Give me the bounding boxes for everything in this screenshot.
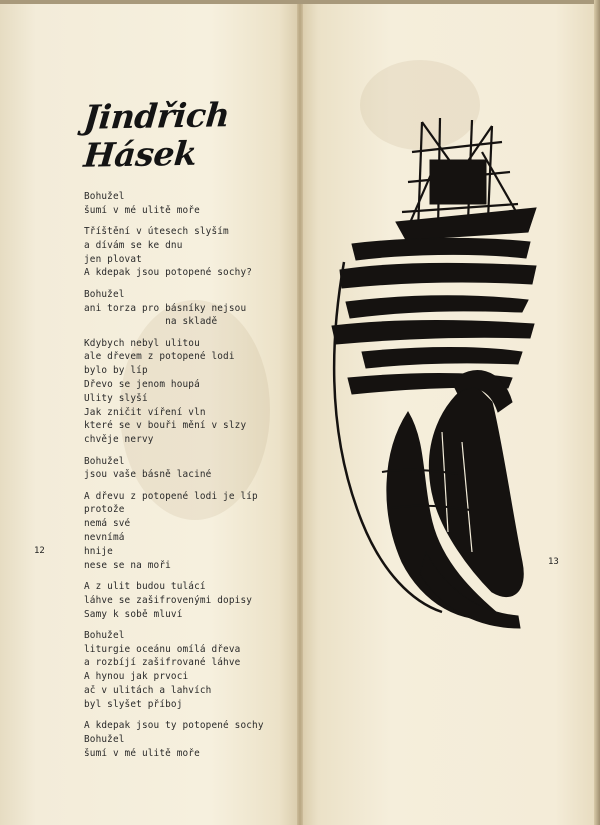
poem-line: A kdepak jsou ty potopené sochy [84,720,264,732]
poem-line: a rozbíjí zašifrované láhve [84,657,241,669]
poem-line: hnije [84,545,113,557]
poem-stanza [84,629,299,712]
poem-line: A hynou jak prvoci [84,671,189,683]
poem-line: Kdybych nebyl ulitou [84,337,200,349]
poem-line: šumí v mé ulitě moře [84,204,200,216]
page-right-edge [594,0,600,825]
poem-line: které se v bouři mění v slzy [84,420,247,432]
author-last-name: Hásek [82,133,199,175]
poem-line: šumí v mé ulitě moře [84,747,200,759]
ink-illustration [322,112,554,642]
poem-stanza [84,190,299,218]
author-first-name: Jindřich [82,95,232,137]
poem-line: na skladě [84,316,218,328]
poem-line: nemá své [84,518,131,530]
poem-line: ač v ulitách a lahvích [84,685,212,696]
wave-strokes [332,238,536,394]
poem-line: Bohužel [84,191,125,202]
poem-line: bylo by líp [84,365,148,377]
poem-line: Samy k sobě mluví [84,608,183,620]
poem-line: Ulity slyší [84,392,148,404]
poem-line: A z ulit budou tulácí [84,580,206,592]
poem-line: Bohužel [84,629,125,641]
poem-line: Bohužel [84,733,125,745]
poem-line: nevnímá [84,532,125,544]
poem-stanza [84,288,299,329]
poem-stanza [84,490,299,573]
poem-line: a dívám se ke dnu [84,239,183,251]
ship-cabin [430,160,486,204]
poem-line: Jak zničit víření vln [84,406,206,418]
poem-stanza [84,337,299,447]
poem-line: Bohužel [84,455,125,467]
poem-line: Tříštění v útesech slyším [84,226,229,238]
poem-line: jen plovat [84,253,142,265]
poem-line: liturgie oceánu omílá dřeva [84,643,241,655]
poem-line: chvěje nervy [84,434,154,446]
poem-stanza [84,455,299,483]
poem-text [84,190,299,768]
poem-stanza [84,580,299,621]
poem-line: jsou vaše básně laciné [84,469,212,481]
poem-stanza [84,719,299,760]
poem-line: A kdepak jsou potopené sochy? [84,267,253,279]
ship-hull [396,208,536,240]
poem-line: láhve se zašifrovenými dopisy [84,594,253,606]
poem-stanza [84,225,299,280]
page-number-right: 13 [548,557,559,567]
page-top-edge [0,0,600,4]
poem-line: ale dřevem z potopené lodi [84,351,235,363]
page-number-left: 12 [34,546,45,556]
poem-line: Bohužel [84,288,125,300]
poem-line: Dřevo se jenom houpá [84,379,200,391]
poem-line: byl slyšet příboj [84,698,183,710]
poem-line: nese se na moři [84,559,171,571]
poem-line: ani torza pro básníky nejsou [84,302,247,314]
poem-line: protože [84,504,125,516]
poem-line: A dřevu z potopené lodi je líp [84,490,258,502]
